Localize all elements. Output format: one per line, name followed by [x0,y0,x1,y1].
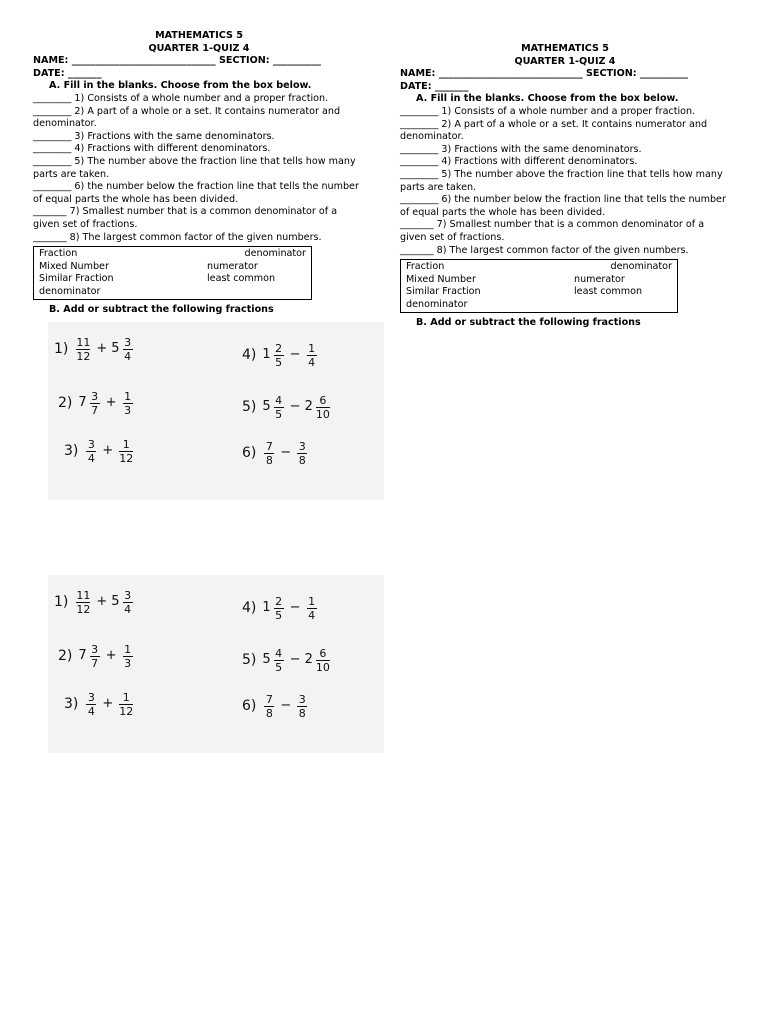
fraction-part: 4 [275,394,283,407]
quiz-right [400,43,730,330]
fraction [316,394,330,421]
fraction-part: 3 [91,643,99,656]
word-fraction: Fraction [406,261,445,273]
fraction [307,595,317,622]
problem-1 [54,589,135,616]
question-4: ________ 4) Fractions with different denominators. [400,156,638,168]
fraction-part: 5 [275,609,283,622]
fraction-part: 3 [298,693,306,706]
fraction-part: 4 [124,350,132,363]
fraction [264,440,274,467]
fraction-part: 5 [275,661,283,674]
fraction [274,342,284,369]
fraction [86,438,96,465]
fraction-part: 12 [119,452,134,465]
fraction-part: 8 [265,454,273,467]
fraction-part: 3 [298,440,306,453]
fraction [274,595,284,622]
operator: + [105,648,117,664]
problem-4 [242,595,319,622]
question-3: ________ 3) Fractions with the same denominators. [33,130,275,142]
fraction-part: 12 [119,705,134,718]
operator: + [105,395,117,411]
fraction-part: 1 [308,342,316,355]
problem-2 [58,643,135,670]
fraction-part: 12 [76,603,91,616]
operator: + [102,696,114,712]
problem-1 [54,336,135,363]
word-denominator-2: denominator [39,285,101,297]
operator: − [289,399,301,415]
question-6: ________ 6) the number below the fraction line that tells the number of equal parts the whole has been divided. [33,181,359,205]
date-line: DATE: _______ [400,80,469,92]
word-denominator-2: denominator [406,298,468,310]
fraction-part: 4 [308,356,316,369]
operator: − [289,652,301,668]
fraction [297,440,307,467]
fraction-part: 3 [124,336,132,349]
fraction [86,691,96,718]
fraction-part: 6 [319,647,327,660]
problems-image-bottom [48,575,384,753]
word-denominator: denominator [244,248,306,260]
fraction-part: 5 [275,408,283,421]
question-1: ________ 1) Consists of a whole number and a proper fraction. [33,92,329,104]
whole-number: 2 [304,399,313,415]
whole-number: 1 [262,600,271,616]
problem-number: 6) [242,445,257,462]
whole-number: 7 [78,395,87,411]
fraction [76,336,90,363]
whole-number: 5 [111,594,120,610]
word-similar-fraction: Similar Fraction [406,286,481,298]
question-3: ________ 3) Fractions with the same denominators. [400,143,642,155]
fraction-part: 4 [124,603,132,616]
fraction-part: 2 [275,342,283,355]
problem-3 [64,438,135,465]
whole-number: 7 [78,648,87,664]
problem-number: 2) [58,648,73,665]
word-least-common: least common [574,286,643,298]
quiz-title: MATHEMATICS 5 [155,30,243,41]
fraction [90,390,100,417]
date-line: DATE: _______ [33,67,102,79]
fraction [119,691,133,718]
problem-number: 6) [242,698,257,715]
fraction-part: 11 [76,589,91,602]
fraction-part: 7 [91,404,99,417]
problem-number: 4) [242,347,257,364]
fraction [274,394,284,421]
fraction-part: 3 [91,390,99,403]
fraction [76,589,90,616]
word-mixed-number: Mixed Number [39,260,109,272]
problem-3 [64,691,135,718]
fraction-part: 4 [87,452,95,465]
whole-number: 2 [304,652,313,668]
name-section-line: NAME: ______________________________ SECTION: __________ [33,55,321,67]
fraction-part: 4 [87,705,95,718]
part-b-instruction: B. Add or subtract the following fractions [416,317,641,329]
question-2: ________ 2) A part of a whole or a set. It contains numerator and denominator. [33,105,341,130]
quiz-title: MATHEMATICS 5 [521,43,609,54]
word-box [33,246,312,300]
whole-number: 5 [111,341,120,357]
fraction-part: 8 [265,707,273,720]
fraction [119,438,133,465]
fraction [123,643,133,670]
fraction-part: 8 [298,454,306,467]
whole-number: 1 [262,347,271,363]
problem-number: 1) [54,341,69,358]
word-numerator: numerator [207,260,258,272]
quiz-subtitle: QUARTER 1-QUIZ 4 [148,42,250,54]
problem-6 [242,440,309,467]
problem-6 [242,693,309,720]
operator: − [289,347,301,363]
problem-2 [58,390,135,417]
fraction-part: 1 [122,438,130,451]
question-8: _______ 8) The largest common factor of the given numbers. [33,231,322,243]
fraction-part: 1 [122,691,130,704]
operator: + [102,443,114,459]
fraction-part: 7 [265,693,273,706]
fraction-part: 10 [315,408,330,421]
problems-image-top [48,322,384,500]
word-numerator: numerator [574,273,625,285]
fraction-part: 6 [319,394,327,407]
fraction-part: 11 [76,336,91,349]
fraction-part: 1 [308,595,316,608]
fraction [90,643,100,670]
fraction [316,647,330,674]
fraction-part: 7 [91,657,99,670]
word-denominator: denominator [610,261,672,273]
question-1: ________ 1) Consists of a whole number and a proper fraction. [400,105,696,117]
fraction-part: 3 [124,404,132,417]
problem-number: 2) [58,395,73,412]
problem-5 [242,394,332,421]
operator: − [289,600,301,616]
part-a-instruction: A. Fill in the blanks. Choose from the box below. [49,80,312,92]
quiz-subtitle: QUARTER 1-QUIZ 4 [514,55,616,67]
whole-number: 5 [262,652,271,668]
fraction [297,693,307,720]
whole-number: 5 [262,399,271,415]
question-7: _______ 7) Smallest number that is a common denominator of a given set of fractions. [400,219,705,243]
fraction-part: 5 [275,356,283,369]
question-2: ________ 2) A part of a whole or a set. It contains numerator and denominator. [400,118,708,143]
name-section-line: NAME: ______________________________ SECTION: __________ [400,68,688,80]
fraction-part: 1 [124,643,132,656]
fraction-part: 10 [315,661,330,674]
problem-4 [242,342,319,369]
operator: − [280,445,292,461]
fraction [123,390,133,417]
word-box [400,259,678,313]
fraction-part: 3 [124,589,132,602]
fraction-part: 12 [76,350,91,363]
quiz-left [33,30,365,317]
word-mixed-number: Mixed Number [406,273,476,285]
part-a-instruction: A. Fill in the blanks. Choose from the box below. [416,93,679,105]
fraction-part: 4 [308,609,316,622]
word-similar-fraction: Similar Fraction [39,273,114,285]
fraction-part: 1 [124,390,132,403]
question-5: ________ 5) The number above the fraction line that tells how many parts are taken. [400,168,723,193]
part-b-instruction: B. Add or subtract the following fractions [49,304,274,316]
question-5: ________ 5) The number above the fraction line that tells how many parts are taken. [33,155,356,180]
problem-number: 3) [64,696,79,713]
problem-5 [242,647,332,674]
fraction [307,342,317,369]
question-8: _______ 8) The largest common factor of the given numbers. [400,244,689,256]
fraction [123,336,133,363]
fraction-part: 7 [265,440,273,453]
question-6: ________ 6) the number below the fraction line that tells the number of equal parts the whole has been divided. [400,194,726,218]
fraction [123,589,133,616]
problem-number: 5) [242,399,257,416]
problem-number: 5) [242,652,257,669]
word-fraction: Fraction [39,248,78,260]
fraction-part: 3 [87,438,95,451]
problem-number: 3) [64,443,79,460]
fraction [264,693,274,720]
operator: + [96,341,108,357]
fraction-part: 3 [124,657,132,670]
word-least-common: least common [207,273,276,285]
operator: + [96,594,108,610]
problem-number: 1) [54,594,69,611]
fraction-part: 4 [275,647,283,660]
fraction-part: 8 [298,707,306,720]
operator: − [280,698,292,714]
question-7: _______ 7) Smallest number that is a common denominator of a given set of fractions. [33,206,338,230]
question-4: ________ 4) Fractions with different denominators. [33,143,271,155]
fraction-part: 3 [87,691,95,704]
problem-number: 4) [242,600,257,617]
fraction-part: 2 [275,595,283,608]
fraction [274,647,284,674]
